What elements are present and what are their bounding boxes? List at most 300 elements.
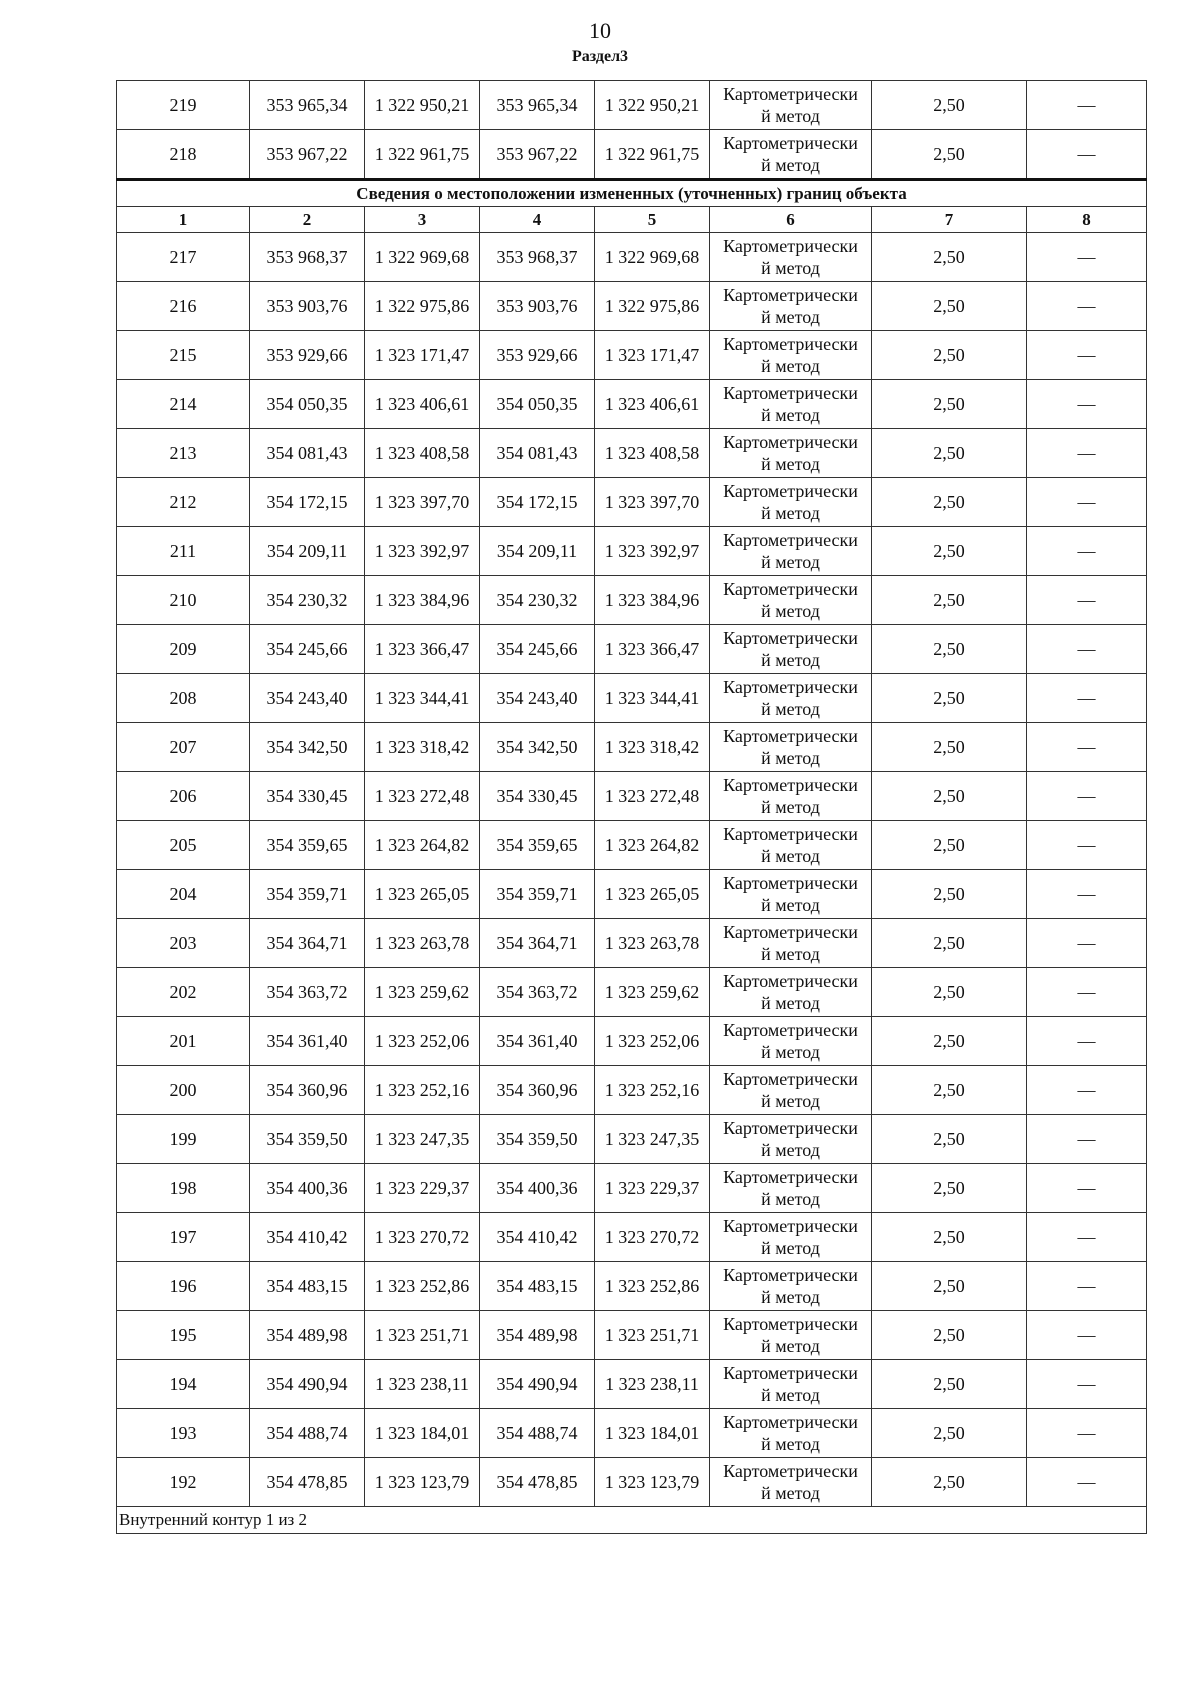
point-number: 214	[117, 380, 250, 429]
method-cell	[710, 81, 872, 130]
method-line-1: Картометрически	[723, 824, 858, 844]
contour-note: Внутренний контур 1 из 2	[117, 1507, 1147, 1534]
y-coordinate: 1 323 318,42	[365, 723, 480, 772]
x-coordinate: 354 359,65	[480, 821, 595, 870]
point-number: 206	[117, 772, 250, 821]
y-coordinate: 1 323 406,61	[595, 380, 710, 429]
method-line-2: й метод	[761, 650, 820, 670]
accuracy-value: 2,50	[872, 331, 1027, 380]
accuracy-value: 2,50	[872, 821, 1027, 870]
y-coordinate: 1 323 252,86	[365, 1262, 480, 1311]
method-cell	[710, 478, 872, 527]
method-line-2: й метод	[761, 1140, 820, 1160]
x-coordinate: 354 361,40	[250, 1017, 365, 1066]
column-number: 4	[480, 207, 595, 233]
table-row	[117, 1164, 1147, 1213]
dash-cell: —	[1027, 1458, 1147, 1507]
method-cell	[710, 233, 872, 282]
x-coordinate: 354 363,72	[250, 968, 365, 1017]
accuracy-value: 2,50	[872, 1213, 1027, 1262]
accuracy-value: 2,50	[872, 1360, 1027, 1409]
accuracy-value: 2,50	[872, 1066, 1027, 1115]
point-number: 218	[117, 130, 250, 180]
y-coordinate: 1 323 265,05	[365, 870, 480, 919]
method-line-2: й метод	[761, 601, 820, 621]
x-coordinate: 354 489,98	[480, 1311, 595, 1360]
column-number: 1	[117, 207, 250, 233]
method-line-2: й метод	[761, 1336, 820, 1356]
method-cell	[710, 282, 872, 331]
x-coordinate: 354 081,43	[250, 429, 365, 478]
x-coordinate: 354 360,96	[480, 1066, 595, 1115]
dash-cell: —	[1027, 1017, 1147, 1066]
y-coordinate: 1 323 397,70	[595, 478, 710, 527]
point-number: 194	[117, 1360, 250, 1409]
y-coordinate: 1 323 252,16	[365, 1066, 480, 1115]
y-coordinate: 1 323 318,42	[595, 723, 710, 772]
x-coordinate: 354 483,15	[480, 1262, 595, 1311]
method-cell	[710, 1017, 872, 1066]
table-row	[117, 1017, 1147, 1066]
x-coordinate: 354 400,36	[480, 1164, 595, 1213]
point-number: 208	[117, 674, 250, 723]
point-number: 203	[117, 919, 250, 968]
table-row	[117, 625, 1147, 674]
accuracy-value: 2,50	[872, 1164, 1027, 1213]
method-line-2: й метод	[761, 1287, 820, 1307]
y-coordinate: 1 322 961,75	[365, 130, 480, 180]
method-cell	[710, 429, 872, 478]
table-row	[117, 1458, 1147, 1507]
accuracy-value: 2,50	[872, 1017, 1027, 1066]
method-line-1: Картометрически	[723, 84, 858, 104]
method-line-1: Картометрически	[723, 1461, 858, 1481]
dash-cell: —	[1027, 478, 1147, 527]
x-coordinate: 353 968,37	[480, 233, 595, 282]
x-coordinate: 354 050,35	[250, 380, 365, 429]
accuracy-value: 2,50	[872, 968, 1027, 1017]
dash-cell: —	[1027, 821, 1147, 870]
data-rows	[117, 233, 1147, 1507]
y-coordinate: 1 323 384,96	[595, 576, 710, 625]
footer-block	[117, 1507, 1147, 1534]
accuracy-value: 2,50	[872, 527, 1027, 576]
x-coordinate: 353 929,66	[480, 331, 595, 380]
x-coordinate: 354 400,36	[250, 1164, 365, 1213]
method-line-2: й метод	[761, 405, 820, 425]
accuracy-value: 2,50	[872, 282, 1027, 331]
dash-cell: —	[1027, 429, 1147, 478]
point-number: 200	[117, 1066, 250, 1115]
accuracy-value: 2,50	[872, 429, 1027, 478]
point-number: 198	[117, 1164, 250, 1213]
y-coordinate: 1 323 366,47	[595, 625, 710, 674]
method-line-1: Картометрически	[723, 579, 858, 599]
x-coordinate: 354 172,15	[250, 478, 365, 527]
dash-cell: —	[1027, 919, 1147, 968]
method-line-1: Картометрически	[723, 1412, 858, 1432]
accuracy-value: 2,50	[872, 130, 1027, 180]
point-number: 205	[117, 821, 250, 870]
table-row	[117, 130, 1147, 180]
table-row	[117, 968, 1147, 1017]
method-line-2: й метод	[761, 1483, 820, 1503]
y-coordinate: 1 323 408,58	[365, 429, 480, 478]
point-number: 196	[117, 1262, 250, 1311]
x-coordinate: 354 230,32	[250, 576, 365, 625]
table-row	[117, 1066, 1147, 1115]
dash-cell: —	[1027, 968, 1147, 1017]
accuracy-value: 2,50	[872, 919, 1027, 968]
y-coordinate: 1 322 969,68	[595, 233, 710, 282]
dash-cell: —	[1027, 1311, 1147, 1360]
column-number: 5	[595, 207, 710, 233]
accuracy-value: 2,50	[872, 625, 1027, 674]
x-coordinate: 354 410,42	[250, 1213, 365, 1262]
x-coordinate: 354 488,74	[480, 1409, 595, 1458]
y-coordinate: 1 322 975,86	[595, 282, 710, 331]
dash-cell: —	[1027, 723, 1147, 772]
x-coordinate: 354 081,43	[480, 429, 595, 478]
table-heading-row	[117, 180, 1147, 207]
point-number: 212	[117, 478, 250, 527]
method-line-1: Картометрически	[723, 1363, 858, 1383]
x-coordinate: 353 967,22	[480, 130, 595, 180]
point-number: 216	[117, 282, 250, 331]
point-number: 199	[117, 1115, 250, 1164]
method-line-2: й метод	[761, 895, 820, 915]
table-row	[117, 380, 1147, 429]
top-rows	[117, 81, 1147, 180]
table-row	[117, 1115, 1147, 1164]
method-line-2: й метод	[761, 699, 820, 719]
x-coordinate: 354 209,11	[480, 527, 595, 576]
method-cell	[710, 968, 872, 1017]
table-row	[117, 870, 1147, 919]
y-coordinate: 1 323 272,48	[365, 772, 480, 821]
dash-cell: —	[1027, 130, 1147, 180]
x-coordinate: 354 330,45	[250, 772, 365, 821]
y-coordinate: 1 323 384,96	[365, 576, 480, 625]
x-coordinate: 354 490,94	[250, 1360, 365, 1409]
method-line-1: Картометрически	[723, 726, 858, 746]
y-coordinate: 1 323 265,05	[595, 870, 710, 919]
y-coordinate: 1 323 344,41	[365, 674, 480, 723]
y-coordinate: 1 323 270,72	[365, 1213, 480, 1262]
x-coordinate: 353 967,22	[250, 130, 365, 180]
dash-cell: —	[1027, 527, 1147, 576]
y-coordinate: 1 323 263,78	[595, 919, 710, 968]
dash-cell: —	[1027, 1360, 1147, 1409]
method-cell	[710, 331, 872, 380]
y-coordinate: 1 322 975,86	[365, 282, 480, 331]
x-coordinate: 354 050,35	[480, 380, 595, 429]
dash-cell: —	[1027, 81, 1147, 130]
accuracy-value: 2,50	[872, 1115, 1027, 1164]
y-coordinate: 1 323 252,86	[595, 1262, 710, 1311]
accuracy-value: 2,50	[872, 1409, 1027, 1458]
point-number: 202	[117, 968, 250, 1017]
footer-row	[117, 1507, 1147, 1534]
method-cell	[710, 380, 872, 429]
method-cell	[710, 821, 872, 870]
point-number: 201	[117, 1017, 250, 1066]
method-line-1: Картометрически	[723, 775, 858, 795]
x-coordinate: 353 903,76	[480, 282, 595, 331]
method-line-2: й метод	[761, 155, 820, 175]
point-number: 217	[117, 233, 250, 282]
y-coordinate: 1 323 272,48	[595, 772, 710, 821]
point-number: 204	[117, 870, 250, 919]
x-coordinate: 354 478,85	[250, 1458, 365, 1507]
column-numbers-row	[117, 207, 1147, 233]
dash-cell: —	[1027, 625, 1147, 674]
y-coordinate: 1 323 408,58	[595, 429, 710, 478]
method-line-1: Картометрически	[723, 133, 858, 153]
x-coordinate: 354 342,50	[480, 723, 595, 772]
y-coordinate: 1 323 392,97	[365, 527, 480, 576]
method-cell	[710, 1409, 872, 1458]
dash-cell: —	[1027, 772, 1147, 821]
x-coordinate: 354 245,66	[250, 625, 365, 674]
x-coordinate: 354 359,71	[480, 870, 595, 919]
dash-cell: —	[1027, 1213, 1147, 1262]
accuracy-value: 2,50	[872, 1458, 1027, 1507]
x-coordinate: 353 965,34	[480, 81, 595, 130]
method-cell	[710, 625, 872, 674]
y-coordinate: 1 323 259,62	[595, 968, 710, 1017]
method-line-1: Картометрически	[723, 1265, 858, 1285]
point-number: 211	[117, 527, 250, 576]
x-coordinate: 354 245,66	[480, 625, 595, 674]
column-number: 7	[872, 207, 1027, 233]
method-cell	[710, 576, 872, 625]
dash-cell: —	[1027, 380, 1147, 429]
point-number: 195	[117, 1311, 250, 1360]
method-line-2: й метод	[761, 944, 820, 964]
y-coordinate: 1 323 247,35	[595, 1115, 710, 1164]
method-cell	[710, 1213, 872, 1262]
method-line-2: й метод	[761, 1091, 820, 1111]
dash-cell: —	[1027, 1164, 1147, 1213]
method-cell	[710, 1115, 872, 1164]
method-line-2: й метод	[761, 106, 820, 126]
point-number: 207	[117, 723, 250, 772]
coordinates-table	[116, 80, 1147, 1534]
method-line-2: й метод	[761, 454, 820, 474]
dash-cell: —	[1027, 1262, 1147, 1311]
table-row	[117, 527, 1147, 576]
x-coordinate: 353 929,66	[250, 331, 365, 380]
method-line-1: Картометрически	[723, 481, 858, 501]
method-line-2: й метод	[761, 552, 820, 572]
y-coordinate: 1 323 123,79	[365, 1458, 480, 1507]
method-line-2: й метод	[761, 1238, 820, 1258]
y-coordinate: 1 323 123,79	[595, 1458, 710, 1507]
y-coordinate: 1 323 264,82	[595, 821, 710, 870]
method-line-1: Картометрически	[723, 1118, 858, 1138]
y-coordinate: 1 322 950,21	[365, 81, 480, 130]
method-line-1: Картометрически	[723, 530, 858, 550]
y-coordinate: 1 322 969,68	[365, 233, 480, 282]
method-cell	[710, 1311, 872, 1360]
y-coordinate: 1 323 270,72	[595, 1213, 710, 1262]
method-line-1: Картометрически	[723, 432, 858, 452]
x-coordinate: 354 478,85	[480, 1458, 595, 1507]
method-line-2: й метод	[761, 1189, 820, 1209]
x-coordinate: 354 243,40	[250, 674, 365, 723]
method-cell	[710, 1164, 872, 1213]
x-coordinate: 354 360,96	[250, 1066, 365, 1115]
method-cell	[710, 527, 872, 576]
method-cell	[710, 870, 872, 919]
dash-cell: —	[1027, 331, 1147, 380]
table-row	[117, 1409, 1147, 1458]
x-coordinate: 354 359,71	[250, 870, 365, 919]
y-coordinate: 1 323 171,47	[595, 331, 710, 380]
dash-cell: —	[1027, 233, 1147, 282]
heading-block	[117, 180, 1147, 233]
point-number: 193	[117, 1409, 250, 1458]
method-cell	[710, 130, 872, 180]
table-row	[117, 331, 1147, 380]
table-row	[117, 81, 1147, 130]
method-line-1: Картометрически	[723, 1020, 858, 1040]
table-row	[117, 723, 1147, 772]
method-line-2: й метод	[761, 258, 820, 278]
x-coordinate: 354 359,50	[480, 1115, 595, 1164]
x-coordinate: 354 489,98	[250, 1311, 365, 1360]
method-line-2: й метод	[761, 307, 820, 327]
dash-cell: —	[1027, 1409, 1147, 1458]
dash-cell: —	[1027, 674, 1147, 723]
point-number: 213	[117, 429, 250, 478]
table-row	[117, 772, 1147, 821]
accuracy-value: 2,50	[872, 1311, 1027, 1360]
method-line-1: Картометрически	[723, 334, 858, 354]
table-row	[117, 233, 1147, 282]
dash-cell: —	[1027, 282, 1147, 331]
method-line-1: Картометрически	[723, 1314, 858, 1334]
method-cell	[710, 1262, 872, 1311]
y-coordinate: 1 323 397,70	[365, 478, 480, 527]
method-line-1: Картометрически	[723, 922, 858, 942]
method-line-2: й метод	[761, 748, 820, 768]
x-coordinate: 353 965,34	[250, 81, 365, 130]
method-line-1: Картометрически	[723, 383, 858, 403]
y-coordinate: 1 323 229,37	[595, 1164, 710, 1213]
point-number: 219	[117, 81, 250, 130]
y-coordinate: 1 323 251,71	[365, 1311, 480, 1360]
table-row	[117, 1311, 1147, 1360]
column-number: 3	[365, 207, 480, 233]
dash-cell: —	[1027, 1066, 1147, 1115]
table-row	[117, 1213, 1147, 1262]
method-line-2: й метод	[761, 356, 820, 376]
method-line-2: й метод	[761, 1042, 820, 1062]
method-line-1: Картометрически	[723, 677, 858, 697]
accuracy-value: 2,50	[872, 870, 1027, 919]
method-cell	[710, 919, 872, 968]
method-line-1: Картометрически	[723, 236, 858, 256]
method-line-2: й метод	[761, 503, 820, 523]
y-coordinate: 1 323 184,01	[365, 1409, 480, 1458]
column-number: 6	[710, 207, 872, 233]
table-row	[117, 1262, 1147, 1311]
method-line-1: Картометрически	[723, 873, 858, 893]
y-coordinate: 1 323 259,62	[365, 968, 480, 1017]
y-coordinate: 1 323 238,11	[595, 1360, 710, 1409]
point-number: 209	[117, 625, 250, 674]
accuracy-value: 2,50	[872, 723, 1027, 772]
y-coordinate: 1 323 252,06	[365, 1017, 480, 1066]
accuracy-value: 2,50	[872, 478, 1027, 527]
method-line-2: й метод	[761, 846, 820, 866]
point-number: 215	[117, 331, 250, 380]
x-coordinate: 354 363,72	[480, 968, 595, 1017]
point-number: 210	[117, 576, 250, 625]
dash-cell: —	[1027, 870, 1147, 919]
x-coordinate: 354 243,40	[480, 674, 595, 723]
y-coordinate: 1 323 366,47	[365, 625, 480, 674]
method-cell	[710, 723, 872, 772]
section-title: Раздел3	[571, 48, 629, 65]
y-coordinate: 1 323 263,78	[365, 919, 480, 968]
table-row	[117, 919, 1147, 968]
x-coordinate: 354 364,71	[250, 919, 365, 968]
table-row	[117, 576, 1147, 625]
method-cell	[710, 1458, 872, 1507]
table-row	[117, 1360, 1147, 1409]
x-coordinate: 354 361,40	[480, 1017, 595, 1066]
method-line-2: й метод	[761, 993, 820, 1013]
table-row	[117, 282, 1147, 331]
y-coordinate: 1 323 251,71	[595, 1311, 710, 1360]
point-number: 192	[117, 1458, 250, 1507]
x-coordinate: 354 490,94	[480, 1360, 595, 1409]
y-coordinate: 1 323 344,41	[595, 674, 710, 723]
method-line-1: Картометрически	[723, 628, 858, 648]
method-line-1: Картометрически	[723, 1167, 858, 1187]
y-coordinate: 1 323 264,82	[365, 821, 480, 870]
table-row	[117, 478, 1147, 527]
table-row	[117, 674, 1147, 723]
x-coordinate: 354 410,42	[480, 1213, 595, 1262]
y-coordinate: 1 323 171,47	[365, 331, 480, 380]
y-coordinate: 1 322 961,75	[595, 130, 710, 180]
method-cell	[710, 1066, 872, 1115]
dash-cell: —	[1027, 576, 1147, 625]
y-coordinate: 1 323 184,01	[595, 1409, 710, 1458]
column-number: 2	[250, 207, 365, 233]
accuracy-value: 2,50	[872, 81, 1027, 130]
y-coordinate: 1 323 229,37	[365, 1164, 480, 1213]
x-coordinate: 354 209,11	[250, 527, 365, 576]
x-coordinate: 354 364,71	[480, 919, 595, 968]
y-coordinate: 1 322 950,21	[595, 81, 710, 130]
column-number: 8	[1027, 207, 1147, 233]
table-heading: Сведения о местоположении измененных (уточненных) границ объекта	[117, 180, 1147, 207]
y-coordinate: 1 323 406,61	[365, 380, 480, 429]
x-coordinate: 354 230,32	[480, 576, 595, 625]
y-coordinate: 1 323 238,11	[365, 1360, 480, 1409]
x-coordinate: 354 483,15	[250, 1262, 365, 1311]
table-row	[117, 821, 1147, 870]
point-number: 197	[117, 1213, 250, 1262]
method-cell	[710, 674, 872, 723]
method-cell	[710, 772, 872, 821]
y-coordinate: 1 323 252,16	[595, 1066, 710, 1115]
